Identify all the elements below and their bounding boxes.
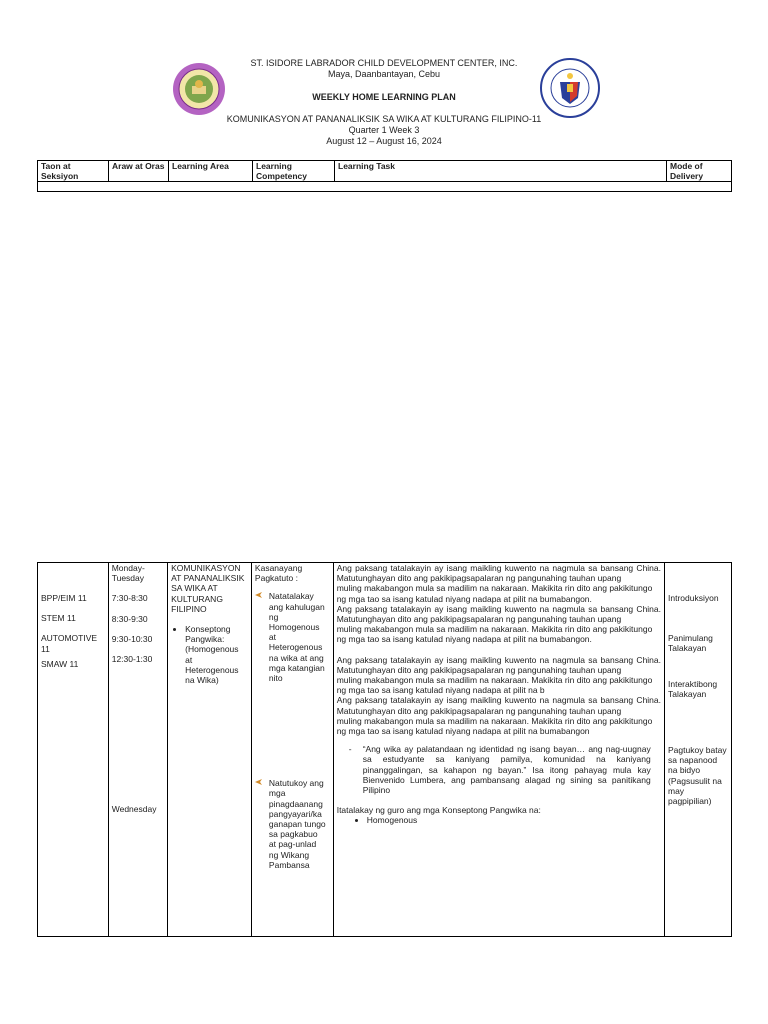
arrow-bullet-icon xyxy=(255,778,265,870)
school-name: ST. ISIDORE LABRADOR CHILD DEVELOPMENT CENTER, INC. xyxy=(250,58,518,68)
col-taon-header: Taon at Seksiyon xyxy=(38,161,109,182)
competency-text: Natutukoy ang mga pinagdaanang pangyayari/ka ganapan tungo sa pagkabuo at pag-unlad ng Wikang Pambansa xyxy=(268,778,326,870)
time-slot: 7:30-8:30 xyxy=(111,593,148,604)
time-slot: 9:30-10:30 xyxy=(111,633,153,644)
task-paragraph: Ang paksang tatalakayin ay isang maikling kuwento na nagmula sa bansang China. Matutunghayan dito ang pakikipagsapalaran ng pangunahing tauhan upang xyxy=(336,563,661,584)
schedule-cell xyxy=(108,563,167,937)
mode-item: Pagtukoy batay sa napanood na bidyo (Pagsusulit na may pagpipilian) xyxy=(668,745,727,807)
quarter-week: Quarter 1 Week 3 xyxy=(348,125,420,135)
competency-cell xyxy=(251,563,333,937)
mode-item: Introduksiyon xyxy=(668,593,719,603)
school-seal-logo xyxy=(172,62,226,116)
sections-cell xyxy=(38,563,109,937)
task-closing: Itatalakay ng guro ang mga Konseptong Pangwika na: xyxy=(336,805,541,816)
task-paragraph: Ang paksang tatalakayin ay isang maikling kuwento na nagmula sa bansang China. Matutunghayan dito ang pakikipagsapalaran ng pangunahing tauhan upang xyxy=(336,695,661,716)
mode-item: Panimulang Talakayan xyxy=(668,633,713,654)
arrow-bullet-icon xyxy=(255,591,265,683)
task-concept-item: • Homogenous xyxy=(367,815,661,825)
school-address: Maya, Daanbantayan, Cebu xyxy=(327,69,441,79)
subject-title: KOMUNIKASYON AT PANANALIKSIK SA WIKA AT KULTURANG FILIPINO-11 xyxy=(226,114,542,124)
learning-area-list xyxy=(171,624,248,685)
section-item: SMAW 11 xyxy=(41,658,79,669)
task-paragraph: ng mga tao sa isang katulad niyang nadapa at pilit na bumabangon xyxy=(336,726,590,737)
section-item: BPP/EIM 11 xyxy=(41,593,87,603)
learning-area-text: KOMUNIKASYON AT PANANALIKSIK SA WIKA AT KULTURANG FILIPINO xyxy=(171,563,245,614)
task-paragraph: ng mga tao sa isang katulad niyang nadapa at pilit na bumabangon. xyxy=(336,634,592,645)
header-table xyxy=(37,160,732,192)
col-task-header: Learning Task xyxy=(335,161,667,182)
col-learning-area-header: Learning Area xyxy=(169,161,253,182)
learning-area-bullet: • Konseptong Pangwika: (Homogenous at Heterogenous na Wika) xyxy=(185,624,243,685)
task-paragraph: ng mga tao sa isang katulad niyang nadapa at pilit na bumabangon. xyxy=(336,593,592,604)
task-paragraph: Ang paksang tatalakayin ay isang maikling kuwento na nagmula sa bansang China. Matutunghayan dito ang pakikipagsapalaran ng pangunahing tauhan upang xyxy=(336,603,661,625)
day-label: Monday-Tuesday xyxy=(111,563,145,584)
task-concept-list xyxy=(337,815,661,825)
day-label: Wednesday xyxy=(111,804,157,815)
col-mode-header: Mode of Delivery xyxy=(667,161,732,182)
col-araw-header: Araw at Oras xyxy=(109,161,169,182)
task-paragraph: Ang paksang tatalakayin ay isang maikling kuwento na nagmula sa bansang China. Matutunghayan dito ang pakikipagsapalaran ng pangunahing tauhan upang xyxy=(336,654,661,675)
mode-item: Interaktibong Talakayan xyxy=(668,678,718,699)
competency-text: Natatalakay ang kahulugan ng Homogenous at Heterogenous na wika at ang mga katangian nito xyxy=(268,591,325,684)
competency-item xyxy=(255,591,330,683)
plan-title: WEEKLY HOME LEARNING PLAN xyxy=(312,92,456,102)
task-paragraph: muling makabangon mula sa madilim na nakaraan. Makikita rin dito ang pakikitungo xyxy=(336,583,653,594)
task-paragraph: muling makabangon mula sa madilim na nakaraan. Makikita rin dito ang pakikitungo xyxy=(336,715,653,726)
task-paragraph: muling makabangon mula sa madilim na nakaraan. Makikita rin dito ang pakikitungo xyxy=(336,624,653,635)
mode-cell xyxy=(665,563,732,937)
quote-text: “Ang wika ay palatandaan ng identidad ng isang bayan… ang nag-uugnay sa estudyante sa kaniyang pamilya, komunidad na kaniyang pinanggalingan, sa kahapon ng bayan.” Isa itong pahayag mula kay Bienvenido Lumbera, ang pambansang alagad ng sining sa panitikang Pilipino xyxy=(362,744,651,796)
deped-seal-logo xyxy=(540,58,600,118)
quote-item: - “Ang wika ay palatandaan ng identidad ng isang bayan… ang nag-uugnay sa estudyante sa kaniyang pamilya, komunidad na kaniyang pinanggalingan, sa kahapon ng bayan.” Isa itong pahayag mula kay Bienvenido Lumbera, ang pambansang alagad ng sining sa panitikang Pilipino xyxy=(348,744,651,796)
competency-item xyxy=(255,778,330,870)
learning-task-cell xyxy=(333,563,664,937)
learning-area-cell xyxy=(168,563,252,937)
plan-table xyxy=(37,562,732,937)
task-paragraph: ng mga tao sa isang katulad niyang nadapa at pilit na b xyxy=(336,685,545,696)
task-paragraph: muling makabangon mula sa madilim na nakaraan. Makikita rin dito ang pakikitungo xyxy=(336,675,653,686)
date-range: August 12 – August 16, 2024 xyxy=(326,136,442,146)
section-item: AUTOMOTIVE 11 xyxy=(41,633,98,654)
time-slot: 8:30-9:30 xyxy=(111,613,148,624)
time-slot: 12:30-1:30 xyxy=(111,654,153,665)
competency-intro: Kasanayang Pagkatuto : xyxy=(254,563,303,584)
section-item: STEM 11 xyxy=(41,613,76,624)
empty-row xyxy=(38,182,732,192)
col-competency-header: Learning Competency xyxy=(253,161,335,182)
